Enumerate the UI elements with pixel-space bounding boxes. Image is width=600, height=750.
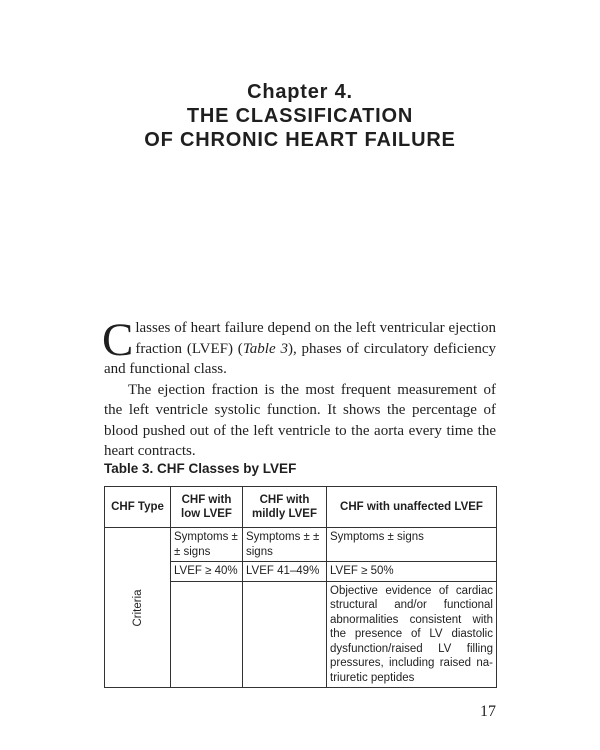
criteria-cell (105, 528, 171, 688)
table-cell (171, 581, 243, 688)
table-row (105, 528, 497, 562)
paragraph-1-text: lasses of heart failure depend on the left ventricular ejection fraction (LVEF) ( (135, 320, 496, 357)
table-cell: LVEF ≥ 50% (327, 562, 497, 582)
table-title: Table 3. CHF Classes by LVEF (104, 461, 297, 476)
paragraph-1 (102, 314, 496, 380)
criteria-label: Criteria (131, 588, 144, 627)
header-unaffected-lvef: CHF with unaffected LVEF (327, 487, 497, 528)
chapter-heading (0, 80, 600, 152)
header-low-lvef: CHF with low LVEF (171, 487, 243, 528)
chapter-number: Chapter 4. (247, 81, 353, 103)
table-cell: Symptoms ± signs (327, 528, 497, 562)
chf-classes-table (104, 486, 497, 688)
table-cell: Symptoms ± ± signs (171, 528, 243, 562)
chapter-title-line-2: OF CHRONIC HEART FAILURE (144, 129, 456, 151)
table-cell: LVEF 41–49% (243, 562, 327, 582)
paragraph-2: The ejection fraction is the most frequent measurement of the left ventricle systolic function. It shows the percentage of blood pushed out of the left ventricle to the aorta every time the heart contracts. (104, 381, 496, 459)
header-mildly-lvef: CHF with mildly LVEF (243, 487, 327, 528)
table-cell: Symptoms ± ± signs (243, 528, 327, 562)
table-reference: Table 3 (242, 340, 288, 357)
table-cell (243, 581, 327, 688)
paragraph-1-text-end: ), phases of circulatory deficiency and functional class. (104, 340, 496, 377)
body-text (102, 314, 496, 462)
table-cell: LVEF ≥ 40% (171, 562, 243, 582)
chapter-title-line-1: THE CLASSIFICATION (186, 105, 414, 127)
page-number: 17 (480, 703, 496, 720)
table-header-row (105, 487, 497, 528)
drop-cap: C (102, 314, 134, 366)
header-chf-type: CHF Type (105, 487, 171, 528)
table-cell: Objective evidence of cardiac structural and/or functional abnormalities consistent with the presence of LV diastolic dysfunction/raised LV filling pressures, including raised natriuretic peptides (327, 581, 497, 688)
